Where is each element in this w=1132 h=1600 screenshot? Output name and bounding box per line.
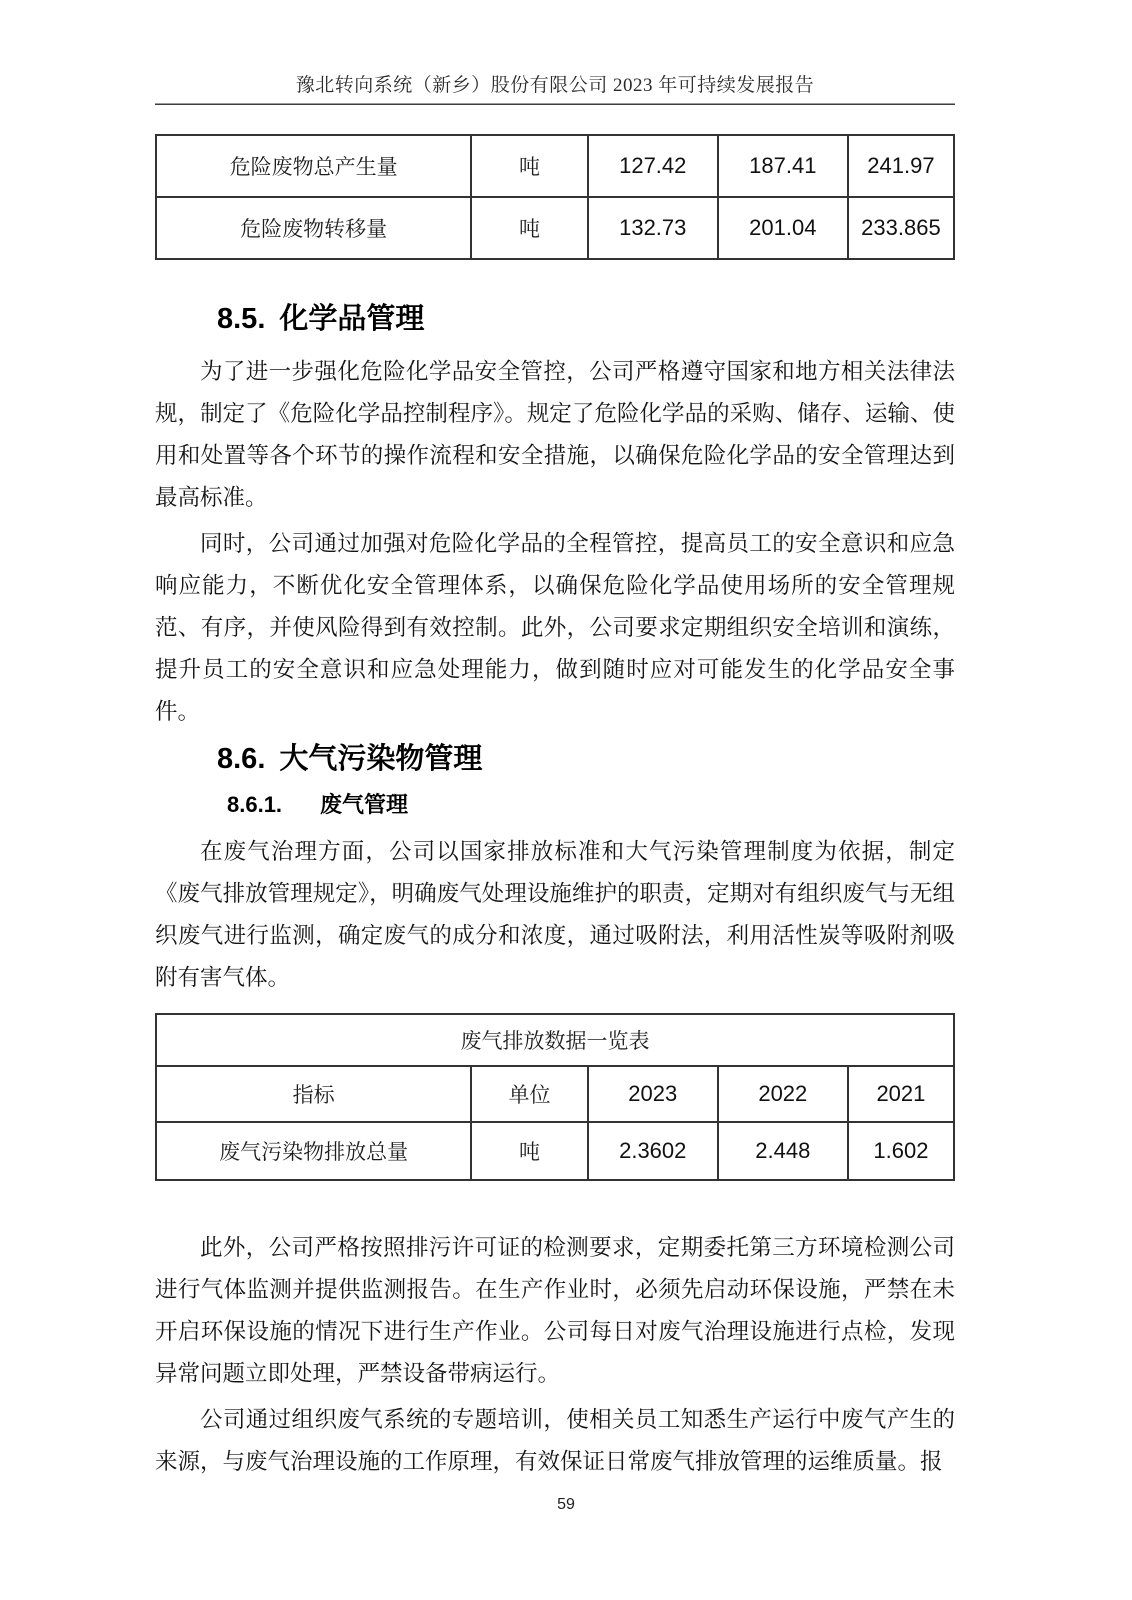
- subsection-title: 废气管理: [320, 792, 409, 817]
- section-number: 8.5.: [217, 303, 266, 335]
- header-cell-unit: 单位: [471, 1066, 588, 1122]
- report-header-title: 豫北转向系统（新乡）股份有限公司 2023 年可持续发展报告: [295, 75, 815, 96]
- table-cell-indicator: 危险废物转移量: [156, 197, 471, 259]
- page-number: 59: [557, 1496, 575, 1513]
- table-cell-unit: 吨: [471, 197, 588, 259]
- table-cell-value-2023: 132.73: [588, 197, 718, 259]
- table-cell-value-2023: 127.42: [588, 135, 718, 197]
- header-cell-2023: 2023: [588, 1066, 718, 1122]
- page-content: [155, 74, 955, 1483]
- table-cell-value-2021: 233.865: [848, 197, 954, 259]
- paragraph-monitoring: 此外，公司严格按照排污许可证的检测要求，定期委托第三方环境检测公司进行气体监测并提供监测报告。在生产作业时，必须先启动环保设施，严禁在未开启环保设施的情况下进行生产作业。公司每日对废气治理设施进行点检，发现异常问题立即处理，严禁设备带病运行。: [155, 1235, 955, 1386]
- table-cell-indicator: 危险废物总产生量: [156, 135, 471, 197]
- table-row: [156, 135, 954, 197]
- section-title: 化学品管理: [279, 303, 425, 335]
- table-cell-unit: 吨: [471, 135, 588, 197]
- running-header: [155, 74, 955, 105]
- section-number: 8.6.: [217, 743, 266, 775]
- paragraph-chemicals-1: 为了进一步强化危险化学品安全管控，公司严格遵守国家和地方相关法律法规，制定了《危险化学品控制程序》。规定了危险化学品的采购、储存、运输、使用和处置等各个环节的操作流程和安全措施，以确保危险化学品的安全管理达到最高标准。: [155, 359, 955, 510]
- paragraph-training: 公司通过组织废气系统的专题培训，使相关员工知悉生产运行中废气产生的来源，与废气治理设施的工作原理，有效保证日常废气排放管理的运维质量。报: [155, 1407, 955, 1474]
- header-cell-2022: 2022: [718, 1066, 848, 1122]
- table-title: 废气排放数据一览表: [156, 1014, 954, 1066]
- table-cell-value-2021: 1.602: [848, 1122, 954, 1180]
- exhaust-emission-table: [155, 1013, 955, 1181]
- table-cell-value-2021: 241.97: [848, 135, 954, 197]
- section-title: 大气污染物管理: [279, 743, 483, 775]
- table-title-row: [156, 1014, 954, 1066]
- table-cell-unit: 吨: [471, 1122, 588, 1180]
- header-cell-indicator: 指标: [156, 1066, 471, 1122]
- table-cell-indicator: 废气污染物排放总量: [156, 1122, 471, 1180]
- section-heading-8-6: [217, 741, 955, 777]
- table-row: [156, 197, 954, 259]
- header-cell-2021: 2021: [848, 1066, 954, 1122]
- table-cell-value-2022: 201.04: [718, 197, 848, 259]
- section-heading-8-5: [217, 301, 955, 337]
- hazardous-waste-table: [155, 134, 955, 260]
- table-cell-value-2022: 2.448: [718, 1122, 848, 1180]
- table-row: [156, 1122, 954, 1180]
- header-divider: [155, 103, 955, 105]
- section-heading-8-6-1: [227, 791, 955, 819]
- subsection-number: 8.6.1.: [227, 792, 283, 817]
- table-cell-value-2022: 187.41: [718, 135, 848, 197]
- paragraph-chemicals-2: 同时，公司通过加强对危险化学品的全程管控，提高员工的安全意识和应急响应能力，不断优化安全管理体系，以确保危险化学品使用场所的安全管理规范、有序，并使风险得到有效控制。此外，公司要求定期组织安全培训和演练，提升员工的安全意识和应急处理能力，做到随时应对可能发生的化学品安全事件。: [155, 531, 955, 724]
- paragraph-exhaust-intro: 在废气治理方面，公司以国家排放标准和大气污染管理制度为依据，制定《废气排放管理规定》，明确废气处理设施维护的职责，定期对有组织废气与无组织废气进行监测，确定废气的成分和浓度，通过吸附法，利用活性炭等吸附剂吸附有害气体。: [155, 839, 955, 990]
- table-cell-value-2023: 2.3602: [588, 1122, 718, 1180]
- table-header-row: [156, 1066, 954, 1122]
